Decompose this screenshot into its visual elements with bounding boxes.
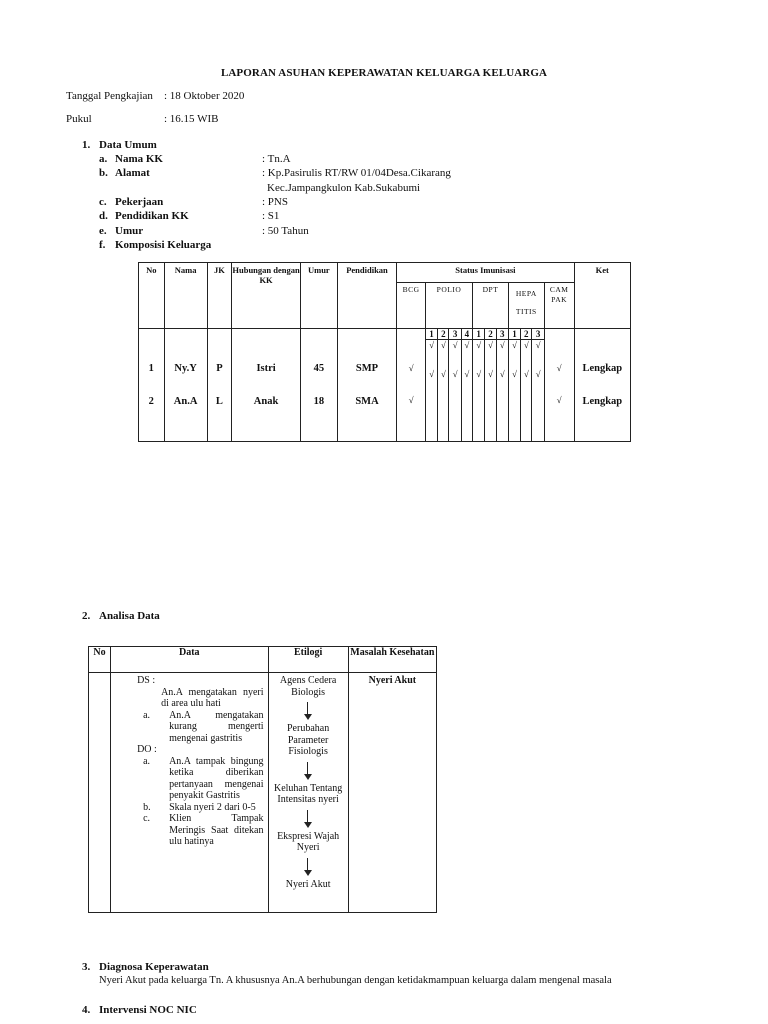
umur-value: : 50 Tahun	[262, 225, 309, 237]
pendidikan-kk-value: : S1	[262, 210, 280, 222]
etiologi-step: Perubahan Parameter Fisiologis	[287, 723, 330, 757]
section-number: 2.	[82, 610, 91, 622]
dose-number: 1	[509, 329, 520, 340]
pekerjaan-label: Pekerjaan	[115, 196, 164, 208]
sub-header-bcg: BCG	[397, 283, 426, 329]
umur-label: Umur	[115, 225, 144, 237]
row-ket: Lengkap	[582, 363, 623, 374]
ds-intro: An.A mengatakan nyeri di area ulu hati	[161, 686, 264, 709]
row-hubungan: Istri	[256, 363, 276, 374]
list-text: Klien Tampak Meringis Saat ditekan ulu hatinya	[169, 813, 264, 847]
row-pendidikan: SMA	[355, 396, 379, 407]
arrow-down-icon	[303, 858, 313, 876]
check-mark: √	[556, 395, 562, 405]
check-mark: √	[464, 340, 470, 350]
check-mark: √	[535, 340, 541, 350]
col-header-pendidikan: Pendidikan	[337, 263, 396, 329]
check-mark: √	[440, 369, 446, 379]
pendidikan-kk-label: Pendidikan KK	[115, 210, 189, 222]
data-cell	[111, 673, 268, 913]
row-no: 2	[148, 396, 154, 407]
col-header-etiologi: Etilogi	[268, 647, 348, 673]
list-letter: b.	[143, 801, 151, 813]
dose-cell	[521, 329, 532, 442]
table-row-cell	[139, 329, 165, 442]
row-umur: 18	[313, 396, 325, 407]
row-jk: P	[216, 363, 223, 374]
section-number: 1.	[82, 139, 91, 151]
section-heading-data-umum: Data Umum	[99, 139, 157, 151]
alamat-label: Alamat	[115, 167, 150, 179]
col-header-data: Data	[111, 647, 268, 673]
list-item	[115, 813, 263, 848]
list-letter: a.	[143, 709, 151, 721]
list-item	[115, 710, 263, 745]
alamat-value: : Kp.Pasirulis RT/RW 01/04Desa.Cikarang	[262, 167, 451, 179]
dose-number: 2	[485, 329, 495, 340]
etiologi-flow	[268, 673, 348, 913]
check-mark: √	[487, 340, 493, 350]
etiologi-step: Ekspresi Wajah Nyeri	[277, 830, 340, 853]
item-letter: d.	[99, 210, 108, 222]
col-header-no: No	[139, 263, 165, 329]
check-mark: √	[556, 363, 562, 373]
list-text: Skala nyeri 2 dari 0-5	[169, 801, 256, 813]
col-header-umur: Umur	[300, 263, 337, 329]
dose-number: 2	[521, 329, 531, 340]
tanggal-label: Tanggal Pengkajian	[66, 90, 153, 102]
table-row-cell	[574, 329, 630, 442]
komposisi-keluarga-label: Komposisi Keluarga	[115, 239, 212, 251]
dose-cell	[473, 329, 485, 442]
sub-header-dpt: DPT	[473, 283, 509, 329]
list-item	[115, 756, 263, 802]
row-nama: Ny.Y	[174, 363, 197, 374]
section-number: 3.	[82, 961, 91, 973]
check-mark: √	[452, 369, 458, 379]
item-letter: c.	[99, 196, 107, 208]
dose-cell	[508, 329, 520, 442]
col-header-masalah: Masalah Kesehatan	[348, 647, 436, 673]
item-letter: a.	[99, 153, 108, 165]
sub-header-hepatitis: HEPA TITIS	[508, 283, 544, 329]
list-letter: a.	[143, 755, 151, 767]
check-mark: √	[512, 340, 517, 350]
check-mark: √	[452, 340, 458, 350]
alamat-value-line2: Kec.Jampangkulon Kab.Sukabumi	[267, 182, 421, 194]
dose-number: 2	[438, 329, 448, 340]
check-mark: √	[535, 369, 541, 379]
pekerjaan-value: : PNS	[262, 196, 288, 208]
list-item	[115, 802, 263, 814]
nama-kk-value: : Tn.A	[262, 153, 291, 165]
dose-cell	[449, 329, 461, 442]
check-mark: √	[487, 369, 493, 379]
item-letter: b.	[99, 167, 108, 179]
check-mark: √	[523, 340, 529, 350]
arrow-down-icon	[303, 702, 313, 720]
row-pendidikan: SMP	[355, 363, 379, 374]
list-letter: c.	[143, 813, 151, 824]
row-umur: 45	[313, 363, 325, 374]
section-number: 4.	[82, 1004, 91, 1016]
row-no: 1	[148, 363, 154, 374]
diagnosa-text: Nyeri Akut pada keluarga Tn. A khususnya An.A berhubungan dengan ketidakmampuan keluarga dalam mengenal masala	[99, 975, 612, 986]
etiologi-step: Agens Cedera Biologis	[279, 675, 337, 698]
check-mark: √	[429, 340, 435, 350]
row-ket: Lengkap	[582, 396, 623, 407]
check-mark: √	[464, 369, 470, 379]
check-mark: √	[476, 340, 482, 350]
dose-number: 1	[426, 329, 437, 340]
etiologi-step: Keluhan Tentang Intensitas nyeri	[273, 782, 343, 805]
dose-cell	[425, 329, 437, 442]
section-heading-analisa-data: Analisa Data	[99, 610, 160, 622]
col-header-nama: Nama	[164, 263, 207, 329]
dose-cell	[438, 329, 449, 442]
dose-number: 3	[532, 329, 543, 340]
etiologi-step: Nyeri Akut	[285, 878, 331, 890]
campak-cell	[544, 329, 574, 442]
ds-label: DS :	[137, 675, 156, 686]
item-letter: f.	[99, 239, 106, 251]
arrow-down-icon	[303, 810, 313, 828]
pukul-value: : 16.15 WIB	[164, 113, 219, 125]
check-mark: √	[429, 369, 435, 379]
section-heading-diagnosa: Diagnosa Keperawatan	[99, 961, 209, 973]
table-row-cell	[164, 329, 207, 442]
section-heading-intervensi: Intervensi NOC NIC	[99, 1004, 197, 1016]
table-row-cell	[337, 329, 396, 442]
check-mark: √	[523, 369, 529, 379]
col-header-no: No	[89, 647, 111, 673]
list-text: An.A mengatakan kurang mengerti mengenai gastritis	[169, 709, 264, 744]
table-row-cell	[232, 329, 301, 442]
arrow-down-icon	[303, 762, 313, 780]
check-mark: √	[440, 340, 446, 350]
tanggal-value: : 18 Oktober 2020	[164, 90, 245, 102]
item-letter: e.	[99, 225, 107, 237]
dose-cell	[532, 329, 544, 442]
check-mark: √	[499, 369, 505, 379]
komposisi-keluarga-table	[138, 262, 631, 442]
table-row-cell	[207, 329, 232, 442]
do-label: DO :	[137, 744, 157, 755]
check-mark: √	[408, 363, 414, 373]
row-jk: L	[215, 396, 223, 407]
check-mark: √	[476, 369, 482, 379]
row-nama: An.A	[173, 396, 198, 407]
row-hubungan: Anak	[253, 396, 279, 407]
bcg-cell	[397, 329, 426, 442]
col-header-jk: JK	[207, 263, 232, 329]
check-mark: √	[512, 369, 517, 379]
row-no-cell	[89, 673, 111, 913]
col-header-hubungan: Hubungan dengan KK	[232, 263, 301, 329]
check-mark: √	[499, 340, 505, 350]
col-header-ket: Ket	[574, 263, 630, 329]
masalah-value: Nyeri Akut	[348, 673, 436, 913]
sub-header-polio: POLIO	[425, 283, 472, 329]
dose-number: 3	[497, 329, 508, 340]
analisa-data-table	[88, 646, 437, 913]
dose-cell	[485, 329, 496, 442]
pukul-label: Pukul	[66, 113, 92, 125]
table-row-cell	[300, 329, 337, 442]
dose-number: 4	[462, 329, 472, 340]
dose-cell	[461, 329, 472, 442]
dose-number: 3	[449, 329, 460, 340]
check-mark: √	[408, 395, 414, 405]
sub-header-campak: CAM PAK	[544, 283, 574, 329]
nama-kk-label: Nama KK	[115, 153, 163, 165]
dose-number: 1	[473, 329, 484, 340]
col-header-status-imunisasi: Status Imunisasi	[397, 263, 574, 283]
list-text: An.A tampak bingung ketika diberikan pertanyaan mengenai penyakit Gastritis	[169, 755, 264, 801]
document-title: LAPORAN ASUHAN KEPERAWATAN KELUARGA KELUARGA	[220, 67, 548, 79]
dose-cell	[496, 329, 508, 442]
